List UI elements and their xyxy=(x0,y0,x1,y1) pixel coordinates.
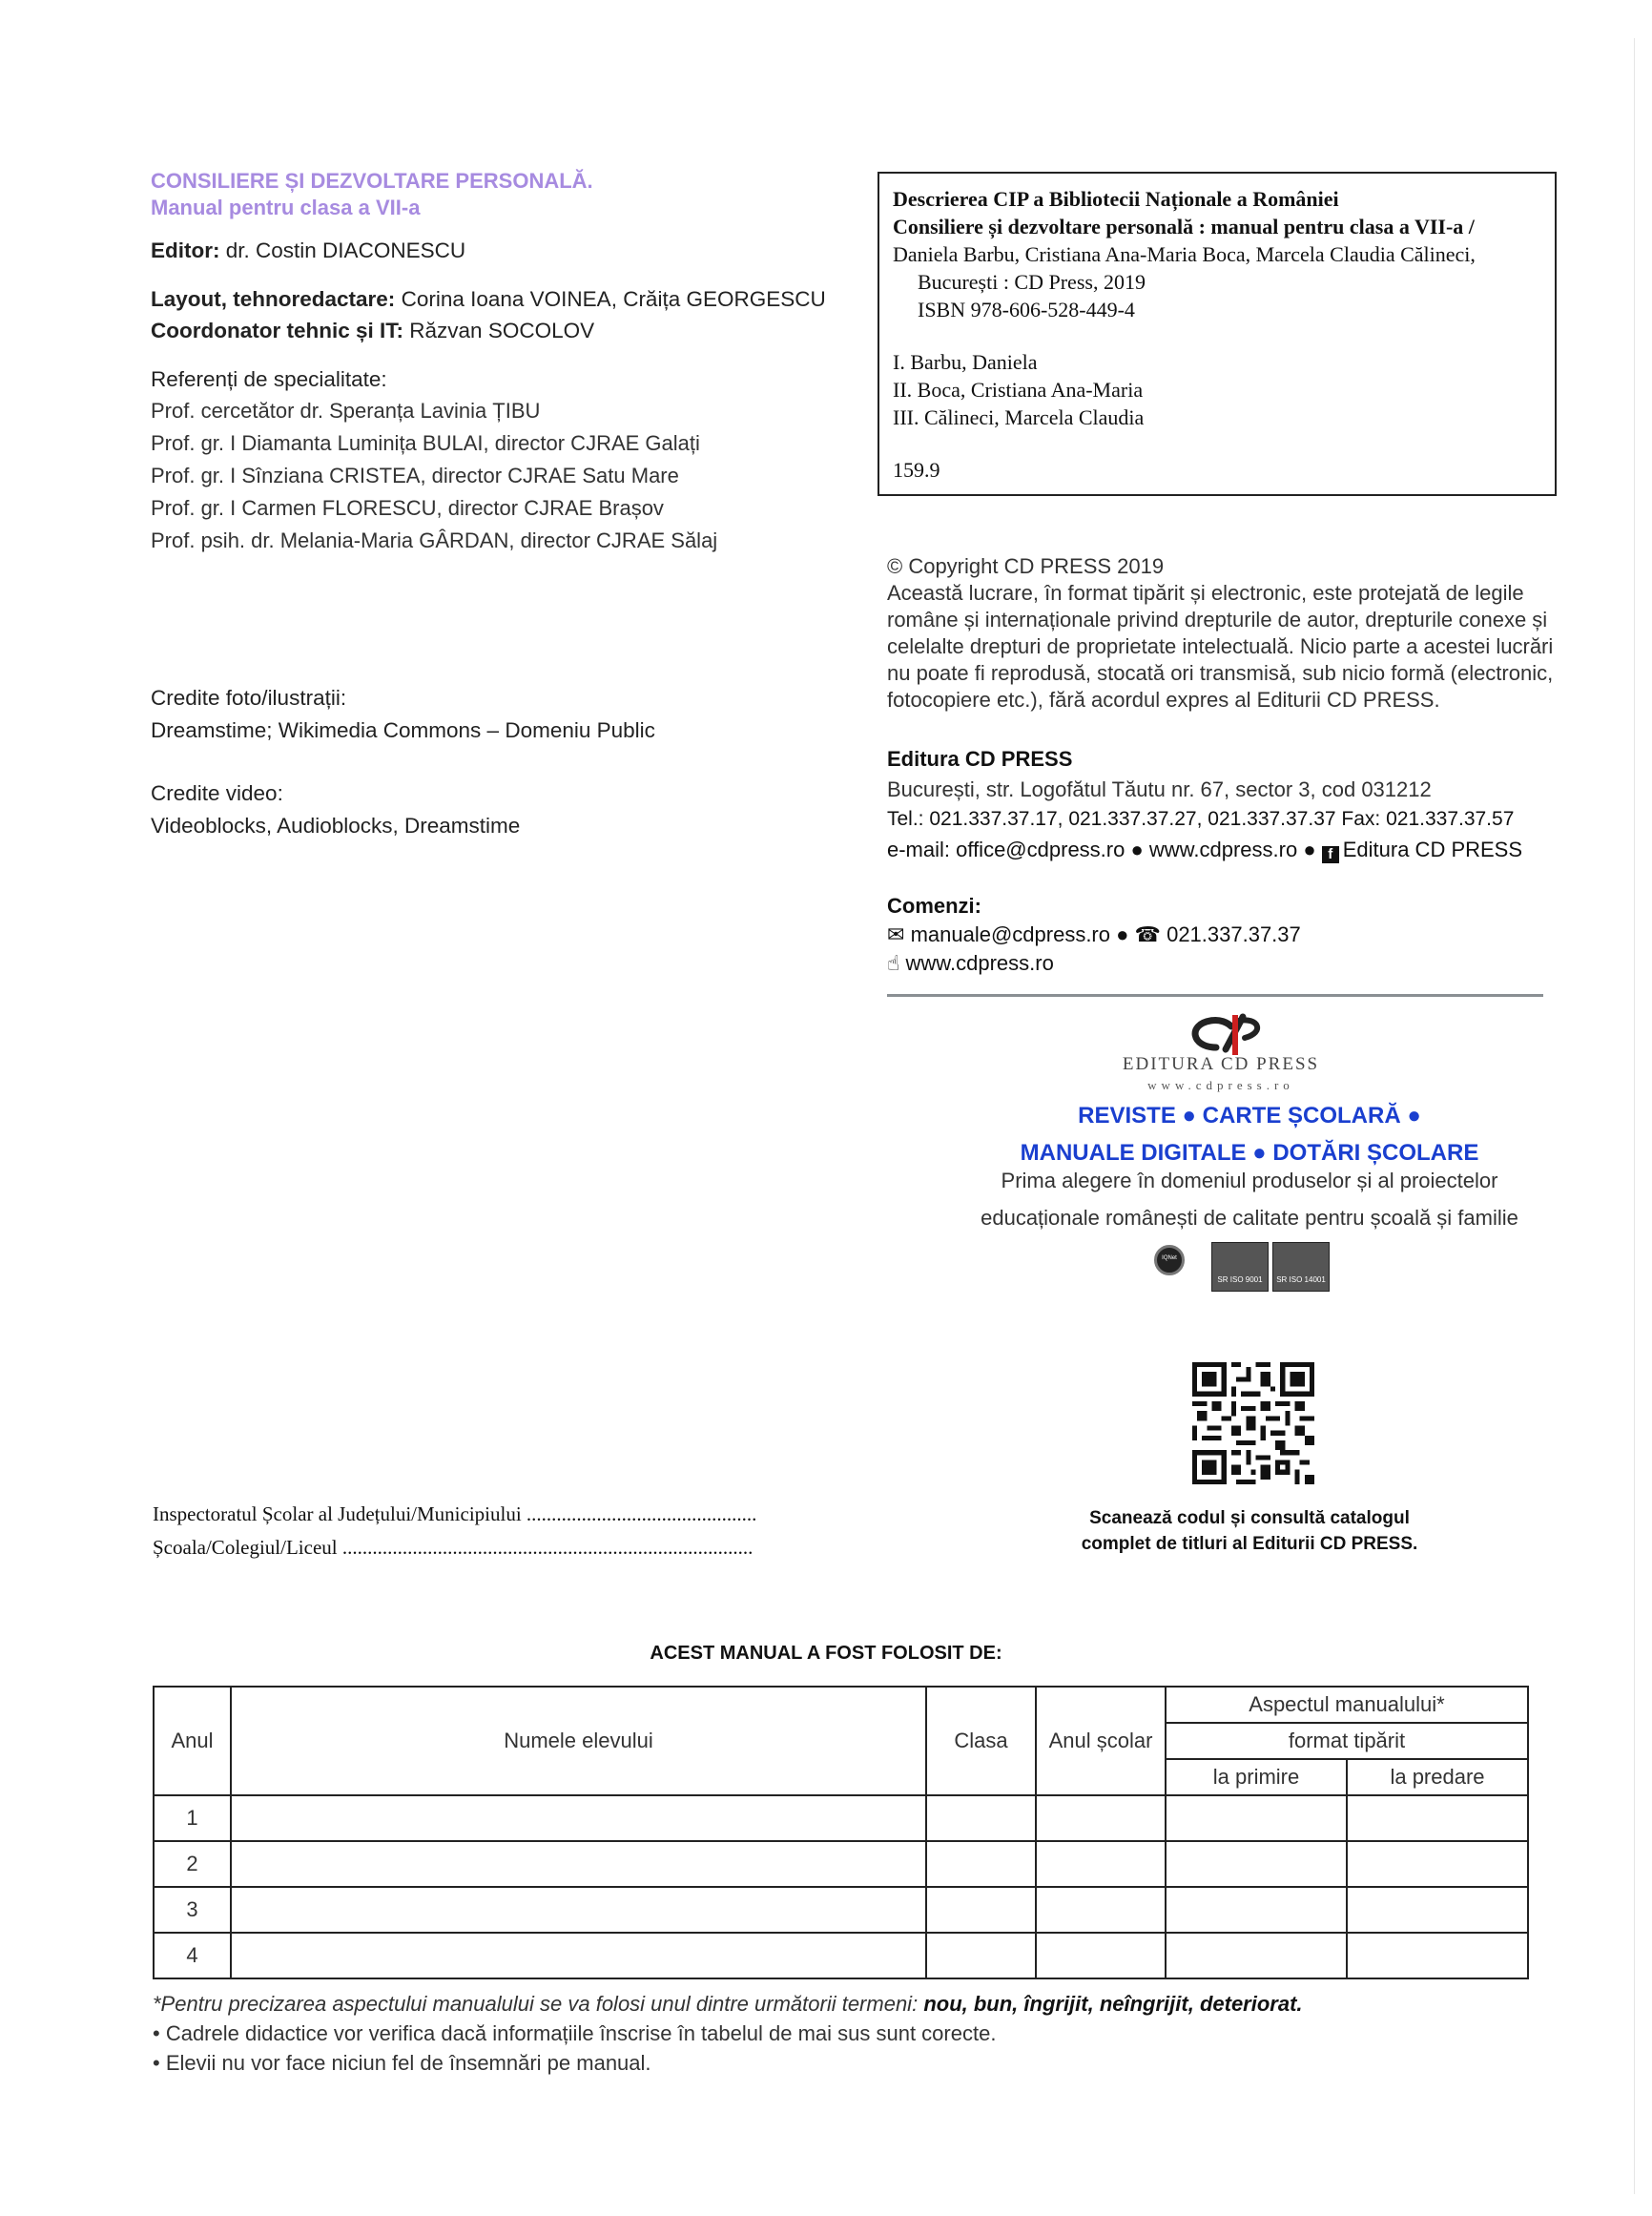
referent-item: Prof. cercetător dr. Speranța Lavinia ȚIBU xyxy=(151,399,541,423)
received-cell[interactable] xyxy=(1166,1933,1347,1978)
cip-index-3: III. Călineci, Marcela Claudia xyxy=(893,405,1145,429)
qr-code-icon xyxy=(1192,1362,1314,1484)
cip-title: Descrierea CIP a Bibliotecii Naționale a României xyxy=(893,187,1339,211)
school-line: Școala/Colegiul/Liceul .................................................................................. xyxy=(153,1536,754,1559)
row-number: 4 xyxy=(154,1933,231,1978)
referents-list xyxy=(151,395,717,557)
coordinator-label: Coordonator tehnic și IT: xyxy=(151,319,404,342)
iso9001-cert-icon xyxy=(1211,1242,1269,1292)
cip-index-1: I. Barbu, Daniela xyxy=(893,350,1038,374)
cip-authors: Daniela Barbu, Cristiana Ana-Maria Boca, Marcela Claudia Călineci, xyxy=(893,242,1476,266)
iso9001-label: SR ISO 9001 xyxy=(1217,1275,1263,1284)
publisher-phone: Tel.: 021.337.37.17, 021.337.37.27, 021.337.37.37 Fax: 021.337.37.57 xyxy=(887,808,1515,830)
cip-code: 159.9 xyxy=(893,458,940,482)
video-credits-value: Videoblocks, Audioblocks, Dreamstime xyxy=(151,814,521,838)
phone-icon: ☎ xyxy=(1134,922,1161,946)
qr-caption-2: complet de titluri al Editurii CD PRESS. xyxy=(1081,1534,1418,1554)
facebook-icon: f xyxy=(1322,846,1339,863)
class-cell[interactable] xyxy=(926,1841,1036,1887)
cip-description-box xyxy=(878,172,1557,496)
orders-line xyxy=(887,921,1301,948)
class-cell[interactable] xyxy=(926,1795,1036,1841)
publisher-address: București, str. Logofătul Tăutu nr. 67, sector 3, cod 031212 xyxy=(887,777,1432,801)
iso14001-cert-icon xyxy=(1272,1242,1330,1292)
photo-credits-label: Credite foto/ilustrații: xyxy=(151,686,347,710)
notes-block xyxy=(153,1989,1303,2078)
referents-title: Referenți de specialitate: xyxy=(151,367,387,391)
school-year-cell[interactable] xyxy=(1036,1795,1166,1841)
row-number: 2 xyxy=(154,1841,231,1887)
cip-index-2: II. Boca, Cristiana Ana-Maria xyxy=(893,378,1144,402)
publisher-contacts xyxy=(887,836,1522,863)
bullet-icon: ● xyxy=(1303,838,1316,861)
class-cell[interactable] xyxy=(926,1933,1036,1978)
copyright-text: Această lucrare, în format tipărit și electronic, este protejată de legile române și internaționale privind drepturile de autor, drepturile conexe și celelalte drepturi de proprietate intelectuală. Nicio parte a acestei lucrări nu poate fi reprodusă, stocată ori transmisă, sub nicio formă (electronic, fotocopiere etc.), fără acordul expres al Editurii CD PRESS. xyxy=(887,581,1554,712)
received-cell[interactable] xyxy=(1166,1795,1347,1841)
class-cell[interactable] xyxy=(926,1887,1036,1933)
book-title-block xyxy=(151,168,593,221)
col-header-received: la primire xyxy=(1166,1759,1347,1795)
qr-caption xyxy=(1049,1505,1450,1557)
page-edge-line xyxy=(1634,38,1635,2194)
usage-table-title: ACEST MANUAL A FOST FOLOSIT DE: xyxy=(650,1643,1002,1664)
col-header-format: format tipărit xyxy=(1166,1723,1528,1759)
iqnet-cert-icon xyxy=(1154,1245,1185,1275)
student-note: • Elevii nu vor face niciun fel de însemnări pe manual. xyxy=(153,2051,651,2075)
envelope-icon: ✉ xyxy=(887,922,905,946)
pointer-icon: ☝ xyxy=(887,951,900,975)
row-number: 3 xyxy=(154,1887,231,1933)
logo-line-1: REVISTE ● CARTE ȘCOLARĂ ● xyxy=(1078,1103,1421,1129)
col-header-name: Numele elevului xyxy=(231,1687,926,1795)
student-name-cell[interactable] xyxy=(231,1795,926,1841)
usage-table xyxy=(153,1686,1529,1979)
returned-cell[interactable] xyxy=(1347,1841,1528,1887)
school-year-cell[interactable] xyxy=(1036,1841,1166,1887)
referent-item: Prof. psih. dr. Melania-Maria GÂRDAN, director CJRAE Sălaj xyxy=(151,528,718,552)
table-row xyxy=(154,1887,1528,1933)
aspect-note xyxy=(153,1989,1303,2019)
table-row xyxy=(154,1795,1528,1841)
coordinator-value: Răzvan SOCOLOV xyxy=(409,319,595,342)
aspect-note-prefix: *Pentru precizarea aspectului manualului se va folosi unul dintre următorii termeni: xyxy=(153,1992,919,2016)
table-row xyxy=(154,1841,1528,1887)
copyright-title: © Copyright CD PRESS 2019 xyxy=(887,554,1165,578)
publisher-email[interactable]: e-mail: office@cdpress.ro xyxy=(887,838,1125,861)
bullet-icon: ● xyxy=(1130,838,1144,861)
school-year-cell[interactable] xyxy=(1036,1887,1166,1933)
cip-isbn: ISBN 978-606-528-449-4 xyxy=(918,298,1135,321)
referent-item: Prof. gr. I Sînziana CRISTEA, director CJRAE Satu Mare xyxy=(151,464,679,487)
editor-label: Editor: xyxy=(151,238,220,262)
orders-title: Comenzi: xyxy=(887,894,981,918)
bullet-icon: ● xyxy=(1116,922,1129,946)
tagline-1: Prima alegere în domeniul produselor și al proiectelor xyxy=(1001,1169,1498,1192)
aspect-note-terms: nou, bun, îngrijit, neîngrijit, deteriorat. xyxy=(923,1992,1303,2016)
orders-phone: 021.337.37.37 xyxy=(1167,922,1301,946)
returned-cell[interactable] xyxy=(1347,1933,1528,1978)
inspectorate-line: Inspectoratul Școlar al Județului/Municipiului .............................................. xyxy=(153,1502,757,1525)
row-number: 1 xyxy=(154,1795,231,1841)
layout-line xyxy=(151,283,826,316)
tagline-2: educaționale românești de calitate pentru școală și familie xyxy=(981,1206,1518,1230)
layout-label: Layout, tehnoredactare: xyxy=(151,287,396,311)
referent-item: Prof. gr. I Carmen FLORESCU, director CJRAE Brașov xyxy=(151,496,664,520)
cd-press-logo-icon xyxy=(1178,1011,1283,1057)
book-subtitle: Manual pentru clasa a VII-a xyxy=(151,196,421,219)
referent-item: Prof. gr. I Diamanta Luminița BULAI, director CJRAE Galați xyxy=(151,431,700,455)
logo-url: www.cdpress.ro xyxy=(1147,1078,1294,1092)
publisher-facebook[interactable]: Editura CD PRESS xyxy=(1342,838,1523,861)
received-cell[interactable] xyxy=(1166,1887,1347,1933)
school-year-cell[interactable] xyxy=(1036,1933,1166,1978)
student-name-cell[interactable] xyxy=(231,1933,926,1978)
teacher-note: • Cadrele didactice vor verifica dacă informațiile înscrise în tabelul de mai sus sunt corecte. xyxy=(153,2021,997,2045)
col-header-school-year: Anul școlar xyxy=(1036,1687,1166,1795)
col-header-aspect: Aspectul manualului* xyxy=(1166,1687,1528,1723)
logo-wordmark: EDITURA CD PRESS xyxy=(1122,1054,1320,1074)
cip-book-title: Consiliere și dezvoltare personală : manual pentru clasa a VII-a / xyxy=(893,215,1475,238)
layout-value: Corina Ioana VOINEA, Crăița GEORGESCU xyxy=(401,287,826,311)
qr-caption-1: Scanează codul și consultă catalogul xyxy=(1089,1508,1410,1528)
photo-credits-value: Dreamstime; Wikimedia Commons – Domeniu Public xyxy=(151,718,655,742)
book-title: CONSILIERE ȘI DEZVOLTARE PERSONALĂ. xyxy=(151,169,593,193)
section-divider xyxy=(887,994,1543,997)
logo-line-2: MANUALE DIGITALE ● DOTĂRI ȘCOLARE xyxy=(1020,1140,1479,1166)
student-name-cell[interactable] xyxy=(231,1887,926,1933)
video-credits-label: Credite video: xyxy=(151,781,283,805)
coordinator-line xyxy=(151,315,594,347)
col-header-year: Anul xyxy=(154,1687,231,1795)
editor-line xyxy=(151,235,465,267)
col-header-class: Clasa xyxy=(926,1687,1036,1795)
received-cell[interactable] xyxy=(1166,1841,1347,1887)
iso14001-label: SR ISO 14001 xyxy=(1276,1275,1326,1284)
table-row xyxy=(154,1933,1528,1978)
orders-email[interactable]: manuale@cdpress.ro xyxy=(910,922,1110,946)
publisher-name: Editura CD PRESS xyxy=(887,747,1073,771)
publisher-web[interactable]: www.cdpress.ro xyxy=(1148,838,1298,861)
col-header-returned: la predare xyxy=(1347,1759,1528,1795)
returned-cell[interactable] xyxy=(1347,1887,1528,1933)
copyright-block xyxy=(887,553,1564,714)
orders-web-line xyxy=(887,949,1054,977)
cip-publisher: București : CD Press, 2019 xyxy=(918,270,1146,294)
orders-web[interactable]: www.cdpress.ro xyxy=(905,951,1054,975)
returned-cell[interactable] xyxy=(1347,1795,1528,1841)
iqnet-label: IQNet xyxy=(1162,1255,1177,1261)
student-name-cell[interactable] xyxy=(231,1841,926,1887)
editor-value: dr. Costin DIACONESCU xyxy=(225,238,466,262)
